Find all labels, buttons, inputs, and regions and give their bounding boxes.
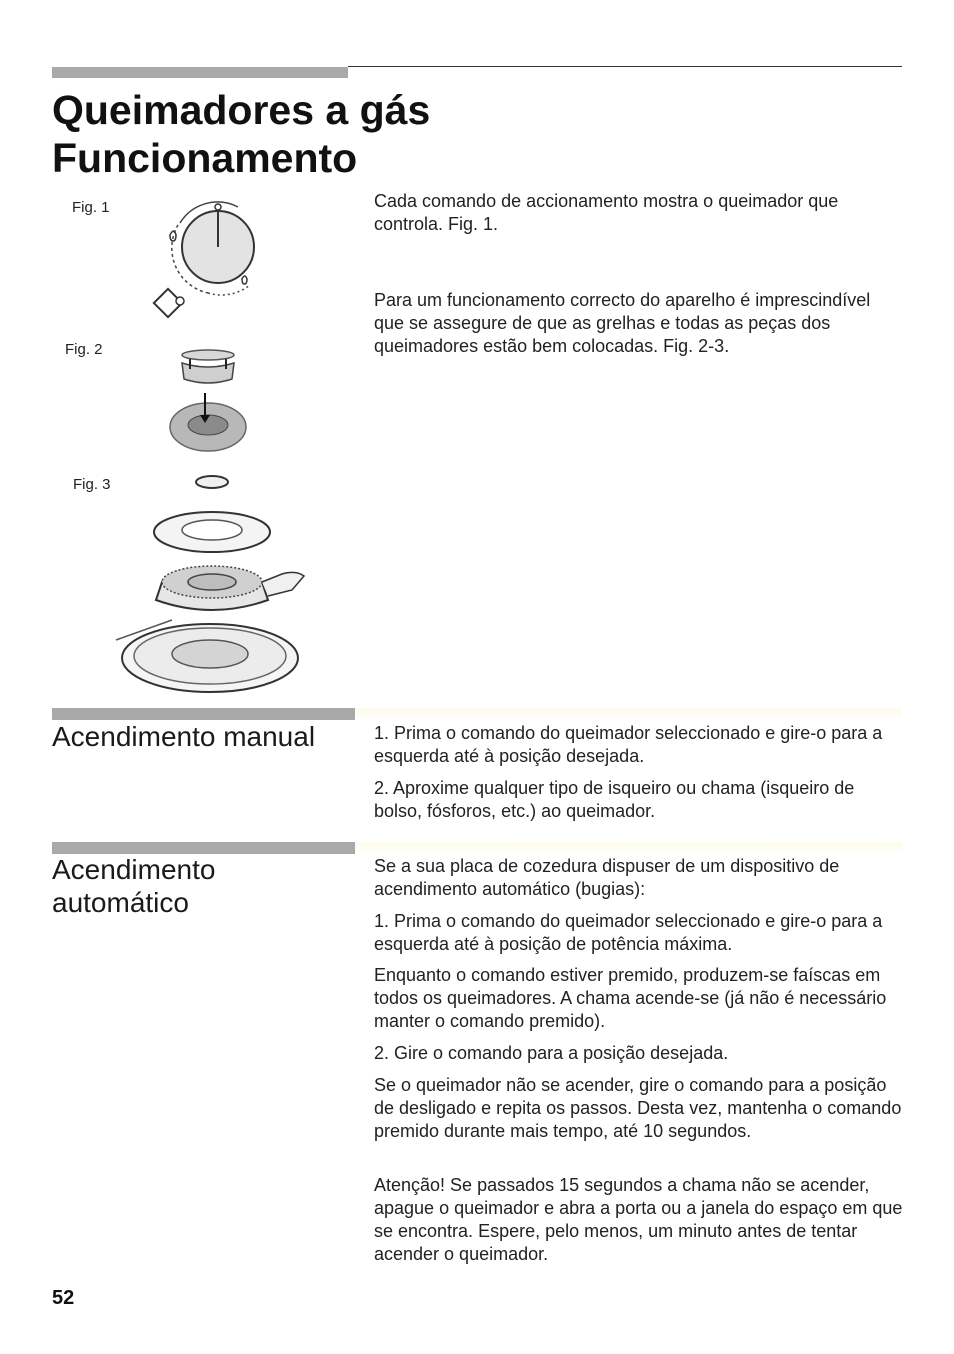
page-title (52, 86, 430, 182)
intro-paragraph-1: Cada comando de accionamento mostra o queimador que controla. Fig. 1. (374, 191, 839, 234)
section-rule-manual (52, 708, 355, 720)
header-rule-thin (348, 66, 902, 67)
manual-step-1: 1. Prima o comando do queimador seleccionado e gire-o para a esquerda até à posição desejada. (374, 723, 883, 766)
automatic-paragraph-2: 1. Prima o comando do queimador seleccionado e gire-o para a esquerda até à posição de potência máxima. (374, 911, 883, 954)
header-rule-thick (52, 67, 348, 78)
fig2-label: Fig. 2 (65, 341, 103, 358)
section-title-automatic-line1: Acendimento (52, 854, 216, 885)
fig1-label: Fig. 1 (72, 199, 110, 216)
exploded-burner-illustration (112, 470, 306, 698)
automatic-paragraph-1: Se a sua placa de cozedura dispuser de um dispositivo de acendimento automático (bugias): (374, 856, 840, 899)
burner-assembly-illustration (160, 345, 270, 460)
page-title-line1: Queimadores a gás (52, 87, 431, 133)
page-title-line2: Funcionamento (52, 135, 358, 181)
section-title-automatic (52, 853, 215, 919)
intro-paragraph-2: Para um funcionamento correcto do aparelho é imprescindível que se assegure de que as grelhas e todas as peças dos queimadores estão bem colocadas. Fig. 2-3. (374, 290, 871, 356)
section-title-automatic-line2: automático (52, 887, 189, 918)
manual-step-2: 2. Aproxime qualquer tipo de isqueiro ou chama (isqueiro de bolso, fósforos, etc.) ao queimador. (374, 778, 855, 821)
automatic-paragraph-5: Se o queimador não se acender, gire o comando para a posição de desligado e repita os passos. Desta vez, mantenha o comando premido durante mais tempo, até 10 segundos. (374, 1075, 902, 1141)
control-knob-illustration (150, 195, 270, 325)
section-title-manual: Acendimento manual (52, 721, 316, 752)
automatic-paragraph-3: Enquanto o comando estiver premido, produzem-se faíscas em todos os queimadores. A chama acende-se (já não é necessário manter o comando premido). (374, 965, 887, 1031)
fig3-label: Fig. 3 (73, 476, 111, 493)
automatic-paragraph-6: Atenção! Se passados 15 segundos a chama não se acender, apague o queimador e abra a porta ou a janela do espaço em que se encontra. Espere, pelo menos, um minuto antes de tentar acender o queimador. (374, 1175, 903, 1264)
section-band-manual (355, 708, 902, 720)
section-band-automatic (355, 842, 902, 854)
automatic-paragraph-4: 2. Gire o comando para a posição desejada. (374, 1043, 729, 1063)
page-number: 52 (52, 1287, 75, 1309)
